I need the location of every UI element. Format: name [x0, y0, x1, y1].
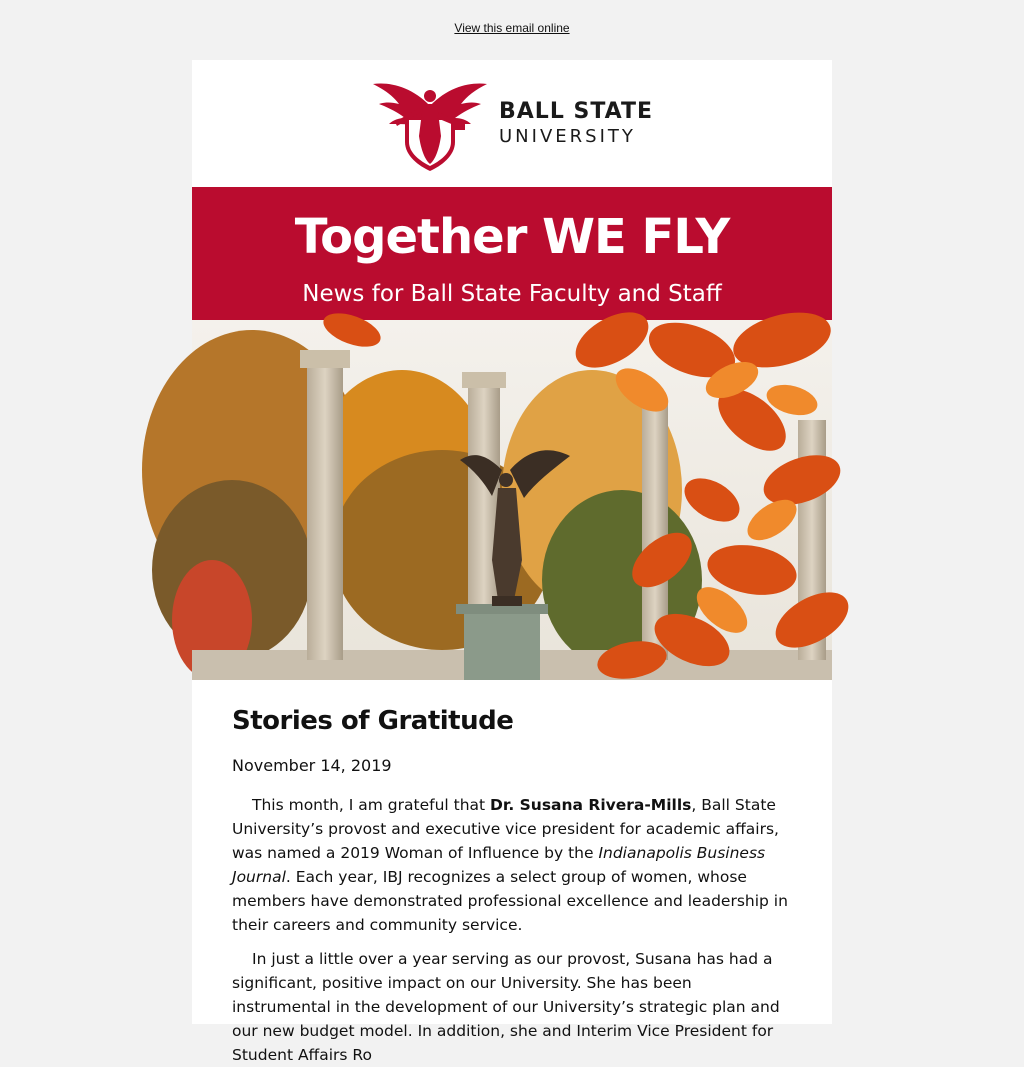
p1-text-a: This month, I am grateful that	[252, 796, 491, 814]
article-paragraph-2: In just a little over a year serving as our provost, Susana has had a significant, positive impact on our University. She has been instrumental in the development of our University’s strategic plan and our new budget model. In addition, she and Interim Vice President for Student Affairs Ro	[232, 950, 780, 1064]
email-body	[192, 60, 832, 1064]
p1-name: Dr. Susana Rivera-Mills	[490, 796, 692, 814]
beneficence-statue-autumn-photo	[192, 320, 832, 680]
ball-state-logo[interactable]	[371, 76, 653, 172]
view-online-link[interactable]: View this email online	[454, 21, 570, 35]
logo-line-1: BALL STATE	[499, 99, 653, 124]
p1-text-b: , Ball State University’s provost and executive vice president for academic affairs, was named a 2019 Woman of Influence by the	[232, 796, 779, 862]
preheader	[0, 0, 1024, 60]
cardinal-benny-shield-icon	[371, 76, 489, 172]
newsletter-title: Together WE FLY	[294, 209, 730, 265]
logo-wordmark	[499, 101, 653, 146]
article-date: November 14, 2019	[232, 756, 392, 775]
logo-line-2: UNIVERSITY	[499, 126, 636, 147]
article	[192, 680, 832, 1067]
p1-journal: Indianapolis Business Journal	[232, 844, 766, 886]
article-paragraph-1	[232, 793, 792, 937]
newsletter-banner	[192, 187, 832, 320]
newsletter-subtitle: News for Ball State Faculty and Staff	[302, 281, 722, 307]
article-title: Stories of Gratitude	[232, 706, 514, 736]
p1-text-c: . Each year, IBJ recognizes a select group of women, whose members have demonstrated professional excellence and leadership in their careers and community service.	[232, 868, 788, 934]
header-logo	[192, 60, 832, 187]
